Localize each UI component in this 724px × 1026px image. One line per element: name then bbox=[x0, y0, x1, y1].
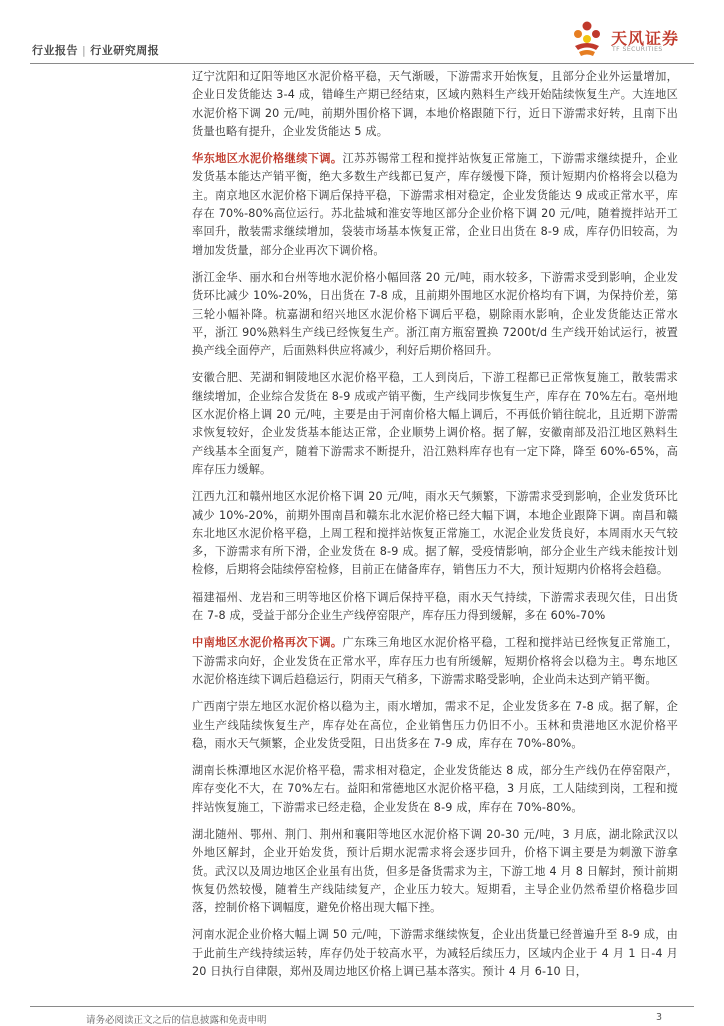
paragraph-east-china bbox=[192, 150, 678, 260]
logo-mark-icon bbox=[569, 20, 605, 60]
paragraph-lead: 中南地区水泥价格再次下调。 bbox=[192, 636, 343, 650]
page-header bbox=[0, 0, 724, 64]
paragraph-guangxi bbox=[192, 698, 678, 753]
report-category: 行业报告 bbox=[32, 44, 78, 57]
report-type-label bbox=[32, 42, 159, 58]
paragraph-liaoning bbox=[192, 68, 678, 141]
paragraph-anhui bbox=[192, 369, 678, 479]
paragraph-central-south bbox=[192, 634, 678, 689]
header-separator: | bbox=[82, 44, 87, 57]
paragraph-text: 广西南宁崇左地区水泥价格以稳为主，雨水增加，需求不足，企业发货多在 7-8 成。据了解，企业生产线陆续恢复生产，库存处在高位，企业销售压力仍旧不小。玉林和贵港地区水泥价格平稳，雨水天气频繁，企业发货受阻，日出货多在 7-9 成，库存在 70%-80%。 bbox=[192, 700, 678, 750]
report-body bbox=[192, 68, 678, 990]
footer-disclaimer: 请务必阅读正文之后的信息披露和免责申明 bbox=[86, 1015, 267, 1026]
company-logo bbox=[569, 20, 695, 60]
paragraph-text: 福建福州、龙岩和三明等地区价格下调后保持平稳，雨水天气持续，下游需求表现欠佳，日出货在 7-8 成，受益于部分企业生产线停窑限产，库存压力得到缓解，多在 60%-70% bbox=[192, 590, 678, 623]
paragraph-text: 安徽合肥、芜湖和铜陵地区水泥价格平稳，工人到岗后，下游工程都已正常恢复施工，散装需求继续增加，企业综合发货在 8-9 成或产销平衡，生产线同步恢复生产，库存在 70%左右。亳州地区水泥价格上调 20 元/吨，主要是由于河南价格大幅上调后，不再低价销往皖北，且近期下游需求恢复较好，企业发货基本能达正常，企业顺势上调价格。据了解，安徽南部及沿江地区熟料生产线基本全面复产，随着下游需求不断提升，沿江熟料库存也有一定下降，降至 60%-65%，高库存压力缓解。 bbox=[192, 371, 678, 476]
paragraph-zhejiang bbox=[192, 269, 678, 360]
paragraph-hunan bbox=[192, 762, 678, 817]
paragraph-text: 广东珠三角地区水泥价格平稳，工程和搅拌站已经恢复正常施工，下游需求向好，企业发货在正常水平，库存压力也有所缓解，短期价格将会以稳为主。粤东地区水泥价格连续下调后趋稳运行，阴雨天气稍多，下游需求略受影响，企业尚未达到产销平衡。 bbox=[192, 636, 678, 686]
report-subcategory: 行业研究周报 bbox=[90, 44, 160, 57]
paragraph-text: 江西九江和赣州地区水泥价格下调 20 元/吨，雨水天气频繁，下游需求受到影响，企业发货环比减少 10%-20%，前期外围南昌和赣东北水泥价格已经大幅下调，本地企业跟降下调。南昌和赣东北地区水泥价格平稳，上周工程和搅拌站恢复正常施工，水泥企业发货良好，本周雨水天气较多，下游需求有所下滑，企业发货在 8-9 成。据了解，受疫情影响，部分企业生产线未能按计划检修，后期将会陆续停窑检修，目前正在储备库存，销售压力不大，预计短期内价格将会趋稳。 bbox=[192, 490, 678, 577]
footer-divider bbox=[30, 1006, 694, 1007]
logo-english-name: TF SECURITIES bbox=[612, 46, 663, 53]
paragraph-hubei bbox=[192, 826, 678, 917]
paragraph-lead: 华东地区水泥价格继续下调。 bbox=[192, 152, 343, 166]
paragraph-text: 浙江金华、丽水和台州等地水泥价格小幅回落 20 元/吨，雨水较多，下游需求受到影响，企业发货环比减少 10%-20%，日出货在 7-8 成，且前期外围地区水泥价格均有下调，为保持价差，第三轮小幅补降。杭嘉湖和绍兴地区水泥价格下调后平稳，剔除雨水影响，企业发货能达正常水平，浙江 90%熟料生产线已经恢复生产。浙江南方瓶窑置换 7200t/d 生产线开始试运行，被置换产线全面停产，后面熟料供应将减少，利好后期价格回升。 bbox=[192, 270, 678, 358]
paragraph-text: 河南水泥企业价格大幅上调 50 元/吨，下游需求继续恢复，企业出货量已经普遍升至 8-9 成，由于此前生产线持续运转，库存仍处于较高水平，为减轻后续压力，区域内企业于 4 月 1 日-4 月 20 日执行自律限，郑州及周边地区价格上调已基本落实。预计 4 月 6-10 日， bbox=[192, 928, 678, 979]
paragraph-henan bbox=[192, 926, 678, 981]
paragraph-fujian bbox=[192, 589, 678, 626]
paragraph-text: 湖南长株潭地区水泥价格平稳，需求相对稳定，企业发货能达 8 成，部分生产线仍在停窑限产，库存变化不大，在 70%左右。益阳和常德地区水泥价格平稳，3 月底，工人陆续到岗，工程和搅拌站恢复施工，下游需求已经走稳，企业发货在 8-9 成，库存在 70%-80%。 bbox=[192, 764, 678, 814]
page-number: 3 bbox=[656, 1012, 663, 1023]
paragraph-jiangxi bbox=[192, 488, 678, 579]
paragraph-text: 辽宁沈阳和辽阳等地区水泥价格平稳，天气渐暖，下游需求开始恢复，且部分企业外运量增加，企业日发货能达 3-4 成，错峰生产期已经结束，区域内熟料生产线开始陆续恢复生产。大连地区水泥价格下调 20 元/吨，前期外围价格下调，本地价格跟随下行，近日下游需求好转，且南下出货量也略有提升，企业发货能达 5 成。 bbox=[192, 70, 678, 138]
header-divider bbox=[30, 63, 694, 64]
paragraph-text: 湖北随州、鄂州、荆门、荆州和襄阳等地区水泥价格下调 20-30 元/吨，3 月底，湖北除武汉以外地区解封，企业开始发货，预计后期水泥需求将会逐步回升，价格下调主要是为刺激下游拿货。武汉以及周边地区企业虽有出货，但多是备货需求为主，下游工地 4 月 8 日解封，预计前期恢复仍然较慢，随着生产线陆续复产，企业压力较大。短期看，主导企业仍然希望价格稳步回落，控制价格下调幅度，避免价格出现大幅下挫。 bbox=[192, 827, 678, 915]
logo-chinese-name: 天风证券 bbox=[611, 29, 680, 48]
paragraph-text: 江苏苏锡常工程和搅拌站恢复正常施工，下游需求继续提升，企业发货基本能达产销平衡，绝大多数生产线都已复产，库存缓慢下降，预计短期内价格将会以稳为主。南京地区水泥价格下调后保持平稳，下游需求相对稳定，企业发货能达 9 成或正常水平，库存在 70%-80%高位运行。苏北盐城和淮安等地区部分企业价格下调 20 元/吨，随着搅拌站开工率回升，散装需求继续增加，袋装市场基本恢复正常，企业日出货在 8-9 成，库存仍旧较高，为增加发货量，部分企业再次下调价格。 bbox=[192, 152, 678, 257]
